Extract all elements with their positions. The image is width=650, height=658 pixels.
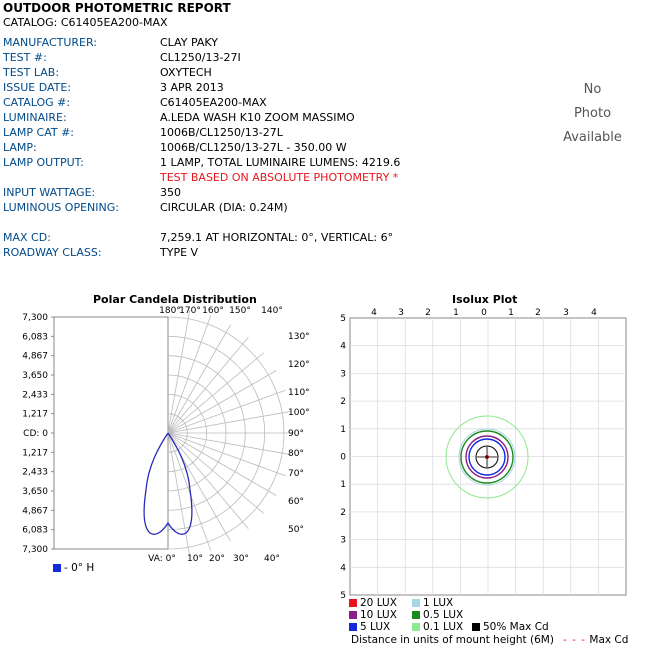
no-photo-line: No xyxy=(583,82,602,97)
field-value: OXYTECH xyxy=(160,66,212,79)
isolux-legend-item xyxy=(349,621,390,633)
field-value: CIRCULAR (DIA: 0.24M) xyxy=(160,201,288,214)
field-value: TEST BASED ON ABSOLUTE PHOTOMETRY * xyxy=(160,171,399,184)
field-value: CLAY PAKY xyxy=(160,36,218,49)
field-value: 7,259.1 AT HORIZONTAL: 0°, VERTICAL: 6° xyxy=(160,231,394,244)
field-label: LAMP CAT #: xyxy=(3,126,75,139)
cd-tick-label: 3,650 xyxy=(22,487,48,497)
isolux-legend-item xyxy=(472,621,549,633)
isolux-y-tick: 1 xyxy=(340,424,346,435)
isolux-y-tick: 5 xyxy=(340,591,346,600)
field-value: 1 LAMP, TOTAL LUMINAIRE LUMENS: 4219.6 xyxy=(160,156,401,169)
isolux-x-tick: 2 xyxy=(425,308,431,318)
isolux-x-tick: 4 xyxy=(371,308,377,318)
isolux-plot xyxy=(336,305,636,600)
angle-label: 100° xyxy=(288,408,310,418)
catalog-line: CATALOG: C61405EA200-MAX xyxy=(3,16,168,29)
isolux-x-tick: 2 xyxy=(535,308,541,318)
isolux-y-tick: 4 xyxy=(340,563,346,574)
isolux-x-tick: 0 xyxy=(481,308,487,318)
legend-label: 10 LUX xyxy=(360,609,397,621)
cd-tick-label: 7,300 xyxy=(22,313,48,323)
angle-label: 70° xyxy=(288,469,304,479)
field-label: LUMINOUS OPENING: xyxy=(3,201,119,214)
no-photo-placeholder xyxy=(555,78,630,150)
cd-tick-label: 6,083 xyxy=(22,332,48,343)
field-label: INPUT WATTAGE: xyxy=(3,186,96,199)
angle-label: 10° xyxy=(187,554,203,564)
angle-label: 140° xyxy=(261,306,283,316)
legend-swatch xyxy=(412,599,420,607)
angle-label: 60° xyxy=(288,497,304,507)
angle-label: VA: 0° xyxy=(148,554,176,564)
angle-label: 180° xyxy=(159,306,181,316)
angle-label: 90° xyxy=(288,429,304,439)
report-title: OUTDOOR PHOTOMETRIC REPORT xyxy=(3,1,231,15)
cd-tick-label: CD: 0 xyxy=(23,429,48,439)
field-label: LUMINAIRE: xyxy=(3,111,67,124)
legend-swatch xyxy=(349,623,357,631)
cd-tick-label: 6,083 xyxy=(22,525,48,536)
angle-label: 150° xyxy=(229,306,251,316)
cd-tick-label: 4,867 xyxy=(22,351,48,362)
cd-tick-label: 3,650 xyxy=(22,371,48,381)
maxcd-legend xyxy=(563,634,628,646)
no-photo-line: Photo xyxy=(573,106,612,121)
angle-label: 40° xyxy=(264,554,280,564)
isolux-x-tick: 1 xyxy=(508,308,514,318)
angle-label: 160° xyxy=(202,306,224,316)
cd-tick-label: 7,300 xyxy=(22,545,48,555)
angle-label: 50° xyxy=(288,525,304,535)
cd-tick-label: 1,217 xyxy=(22,409,48,420)
isolux-x-tick: 3 xyxy=(398,308,404,318)
field-label: LAMP: xyxy=(3,141,37,154)
field-value: 1006B/CL1250/13-27L xyxy=(160,126,283,139)
field-label: TEST #: xyxy=(3,51,47,64)
cd-tick-label: 2,433 xyxy=(22,390,48,401)
no-photo-line: Available xyxy=(563,130,622,145)
angle-label: 120° xyxy=(288,360,310,370)
legend-swatch xyxy=(412,623,420,631)
legend-label: 0.5 LUX xyxy=(423,609,464,621)
maxcd-dash-icon: - - - xyxy=(563,634,587,646)
field-label: CATALOG #: xyxy=(3,96,71,109)
isolux-y-tick: 5 xyxy=(340,314,346,324)
isolux-y-tick: 4 xyxy=(340,341,346,352)
maxcd-label: Max Cd xyxy=(589,634,629,646)
field-label: ROADWAY CLASS: xyxy=(3,246,102,259)
polar-legend xyxy=(53,562,94,574)
isolux-legend-item xyxy=(412,609,463,621)
cd-tick-label: 2,433 xyxy=(22,467,48,478)
isolux-y-tick: 3 xyxy=(340,535,346,546)
isolux-legend-item xyxy=(412,597,453,609)
angle-label: 110° xyxy=(288,388,310,398)
angle-label: 130° xyxy=(288,332,310,342)
isolux-x-tick: 1 xyxy=(453,308,459,318)
polar-legend-label: - 0° H xyxy=(64,562,95,574)
cd-tick-label: 1,217 xyxy=(22,448,48,459)
isolux-x-tick: 4 xyxy=(591,308,597,318)
polar-legend-swatch xyxy=(53,564,61,572)
field-label: MANUFACTURER: xyxy=(3,36,97,49)
field-value: C61405EA200-MAX xyxy=(160,96,267,109)
isolux-x-tick: 3 xyxy=(563,308,569,318)
field-label: TEST LAB: xyxy=(3,66,60,79)
field-value: CL1250/13-27I xyxy=(160,51,241,64)
angle-label: 170° xyxy=(179,306,201,316)
isolux-legend-item xyxy=(349,609,397,621)
legend-label: 50% Max Cd xyxy=(483,621,549,633)
field-value: 3 APR 2013 xyxy=(160,81,224,94)
field-label: MAX CD: xyxy=(3,231,51,244)
isolux-y-tick: 2 xyxy=(340,507,346,518)
cd-tick-label: 4,867 xyxy=(22,506,48,517)
legend-label: 5 LUX xyxy=(360,621,391,633)
angle-label: 20° xyxy=(209,554,225,564)
polar-chart-title: Polar Candela Distribution xyxy=(93,293,257,306)
isolux-y-tick: 1 xyxy=(340,480,346,491)
isolux-y-tick: 2 xyxy=(340,397,346,408)
isolux-y-tick: 0 xyxy=(340,452,346,463)
angle-label: 80° xyxy=(288,449,304,459)
field-value: A.LEDA WASH K10 ZOOM MASSIMO xyxy=(160,111,355,124)
legend-swatch xyxy=(472,623,480,631)
isolux-legend-item xyxy=(349,597,397,609)
field-value: 1006B/CL1250/13-27L - 350.00 W xyxy=(160,141,347,154)
legend-swatch xyxy=(349,611,357,619)
field-label: ISSUE DATE: xyxy=(3,81,72,94)
legend-label: 20 LUX xyxy=(360,597,397,609)
isolux-footer: Distance in units of mount height (6M) xyxy=(351,634,554,646)
field-label: LAMP OUTPUT: xyxy=(3,156,84,169)
polar-candela-chart xyxy=(0,305,320,595)
legend-swatch xyxy=(412,611,420,619)
legend-swatch xyxy=(349,599,357,607)
legend-label: 0.1 LUX xyxy=(423,621,464,633)
isolux-chart-title: Isolux Plot xyxy=(452,293,518,306)
angle-label: 30° xyxy=(233,554,249,564)
isolux-y-tick: 3 xyxy=(340,369,346,380)
legend-label: 1 LUX xyxy=(423,597,454,609)
field-value: 350 xyxy=(160,186,181,199)
isolux-legend-item xyxy=(412,621,463,633)
field-value: TYPE V xyxy=(160,246,199,259)
